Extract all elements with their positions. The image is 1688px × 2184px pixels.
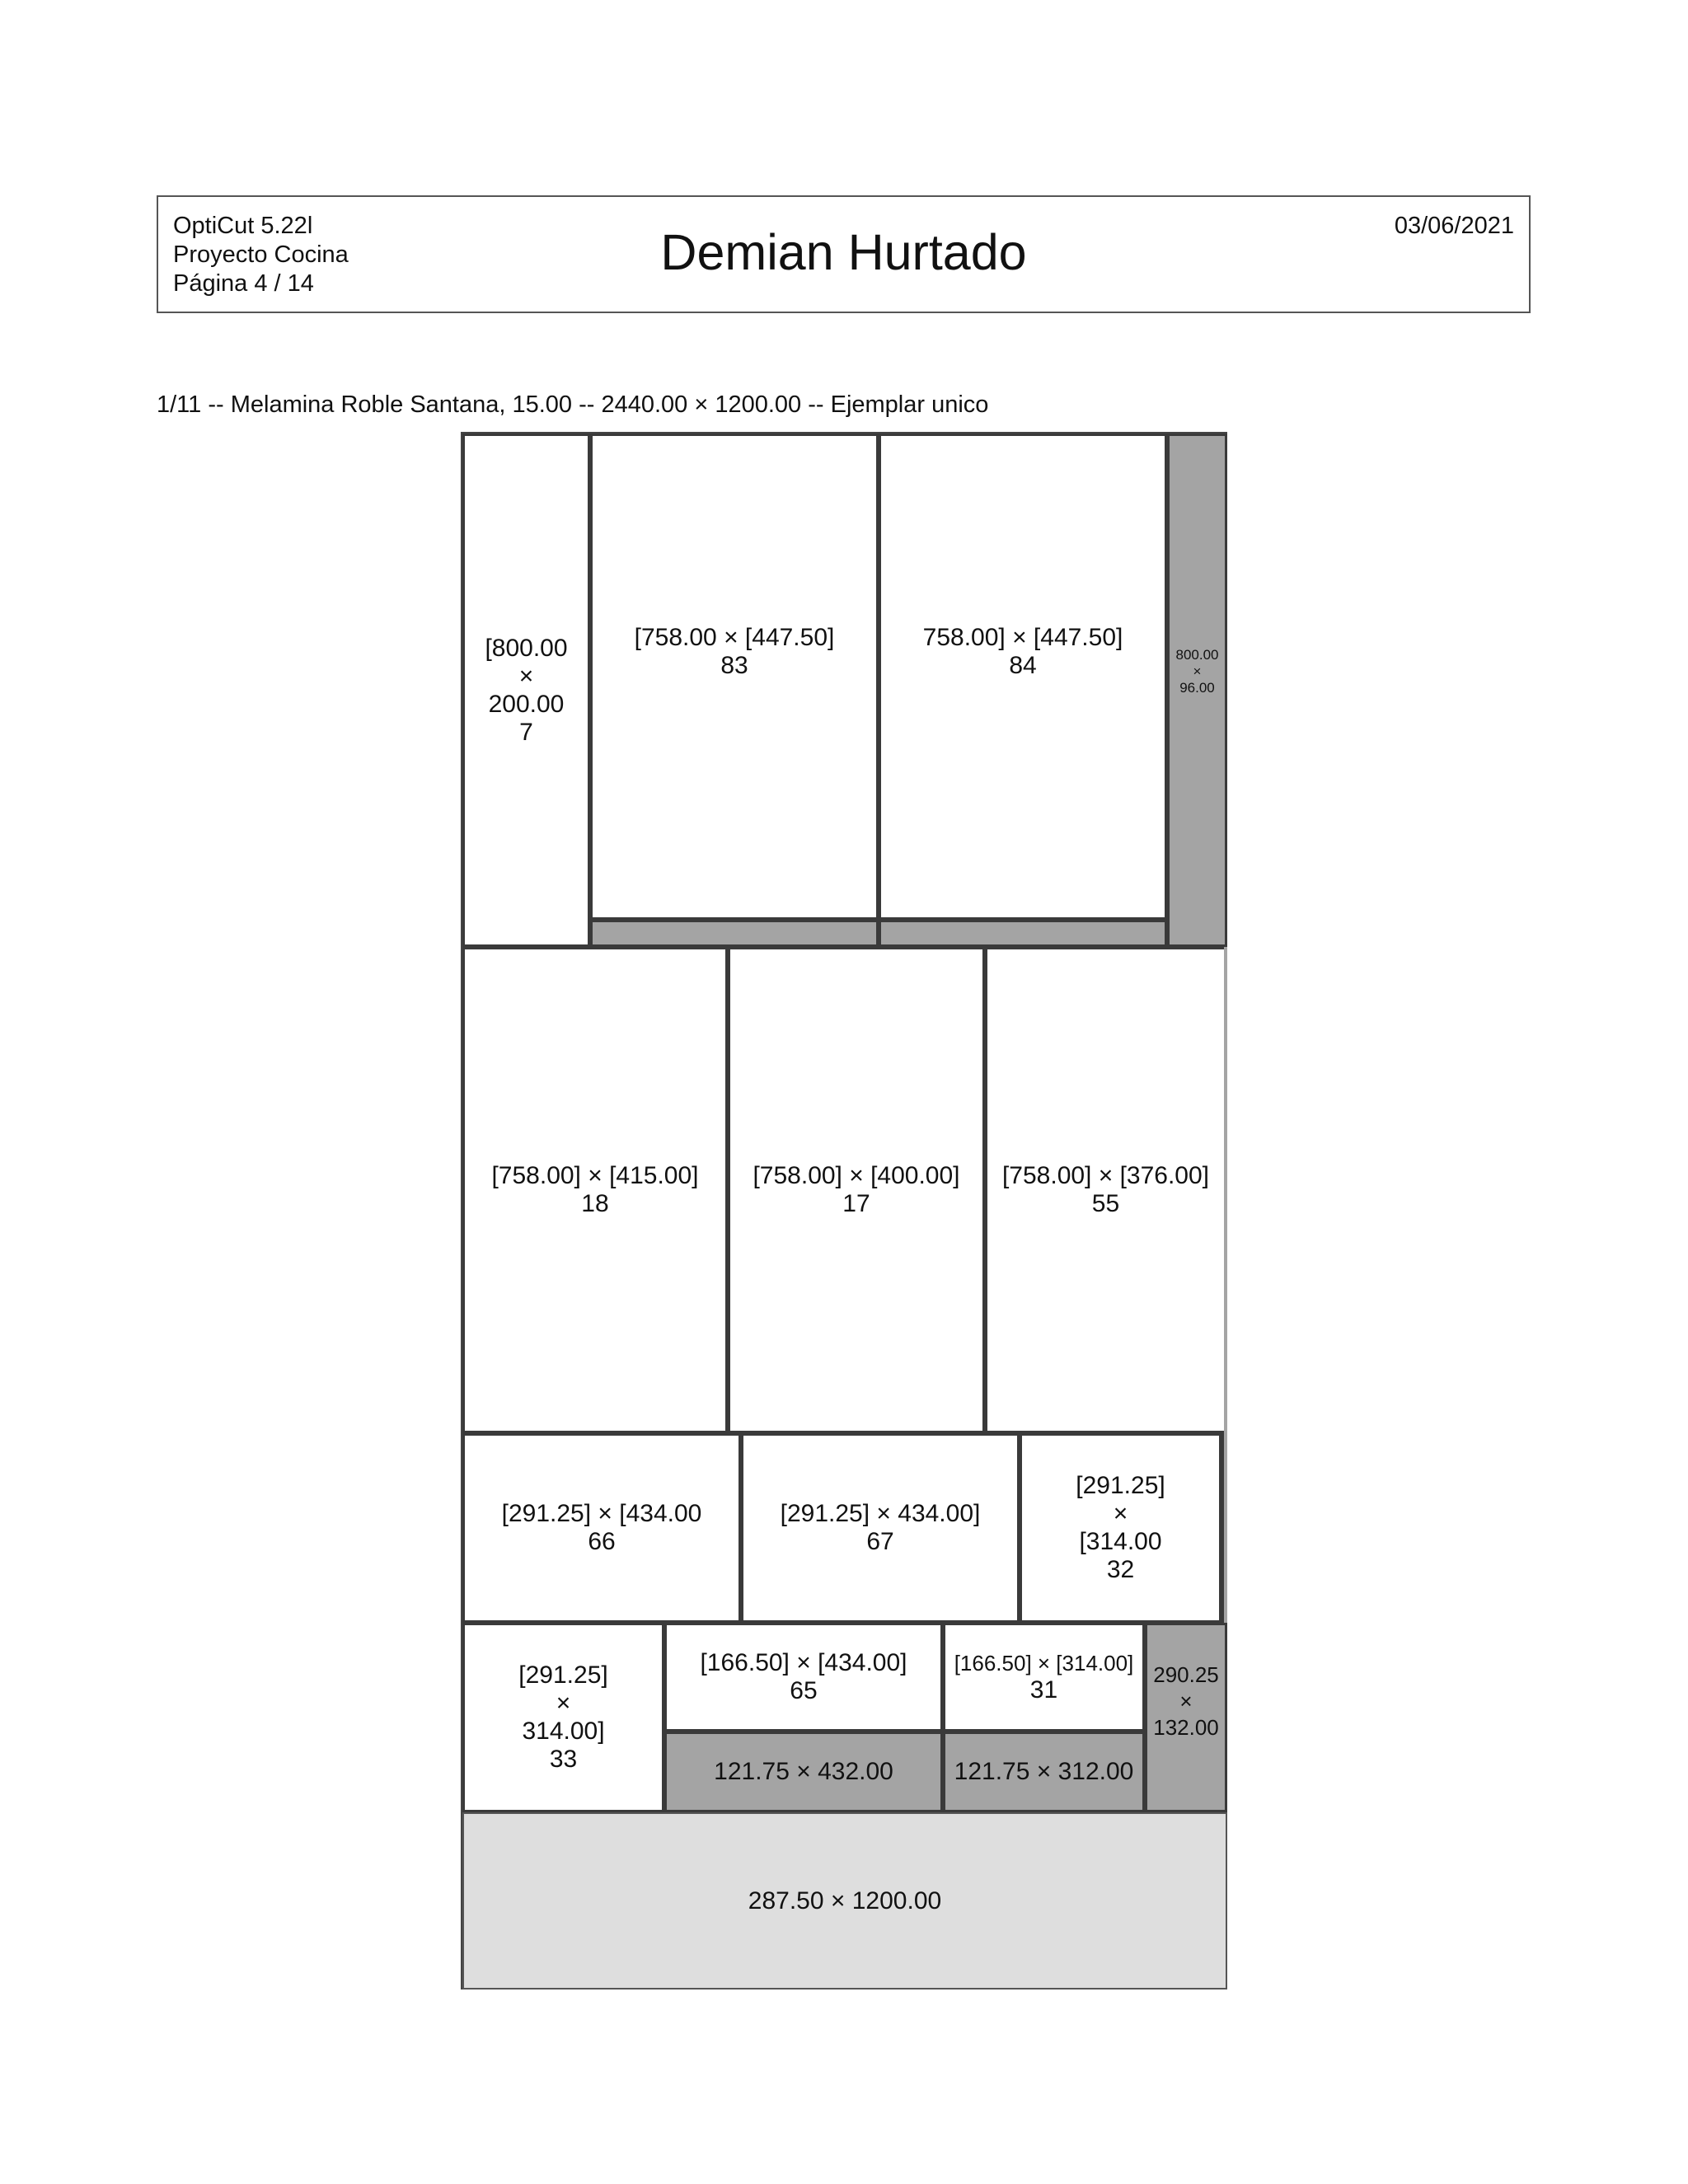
piece-33-times: × [556, 1690, 571, 1717]
piece-66-id: 66 [588, 1528, 616, 1555]
piece-17-dims: [758.00] × [400.00] [753, 1162, 960, 1189]
piece-17 [728, 947, 985, 1433]
page-header [157, 195, 1531, 313]
piece-32-dim-2: [314.00 [1079, 1528, 1162, 1555]
waste-121x312 [943, 1732, 1145, 1812]
waste-290x132 [1145, 1623, 1227, 1812]
piece-84-id: 84 [1009, 652, 1037, 679]
waste-121x432 [664, 1732, 943, 1812]
waste-290x132-times: × [1179, 1689, 1193, 1713]
piece-31 [943, 1623, 1145, 1732]
scrap-sliver-row2 [1224, 947, 1227, 1433]
waste-800x96 [1167, 434, 1227, 947]
piece-83-dims: [758.00 × [447.50] [634, 624, 835, 651]
piece-33-dim-1: [291.25] [518, 1661, 608, 1689]
piece-32-id: 32 [1106, 1556, 1135, 1583]
piece-67-id: 67 [866, 1528, 894, 1555]
piece-18-dims: [758.00] × [415.00] [491, 1162, 699, 1189]
scrap-sliver-row3 [1221, 1433, 1227, 1623]
page-number: Página 4 / 14 [173, 270, 314, 297]
piece-55 [985, 947, 1226, 1433]
offcut-dims: 287.50 × 1200.00 [748, 1886, 942, 1915]
piece-7-dim-1: [800.00 [485, 634, 568, 662]
piece-83 [590, 434, 879, 920]
piece-65 [664, 1623, 943, 1732]
app-version: OptiCut 5.22l [173, 213, 313, 239]
piece-84 [879, 434, 1167, 920]
piece-55-id: 55 [1091, 1190, 1120, 1217]
waste-290x132-dim-2: 132.00 [1153, 1715, 1219, 1740]
piece-33 [462, 1623, 664, 1812]
waste-121x432-dims: 121.75 × 432.00 [714, 1758, 893, 1785]
piece-33-id: 33 [549, 1746, 578, 1773]
scrap-strip-84 [879, 920, 1167, 947]
piece-84-dims: 758.00] × [447.50] [922, 624, 1123, 651]
piece-33-dim-2: 314.00] [522, 1718, 605, 1745]
piece-7-dim-2: 200.00 [488, 690, 565, 718]
waste-290x132-dim-1: 290.25 [1153, 1662, 1219, 1687]
piece-31-id: 31 [1029, 1676, 1058, 1704]
piece-67-dims: [291.25] × 434.00] [780, 1500, 981, 1527]
piece-7 [462, 434, 590, 947]
waste-121x312-dims: 121.75 × 312.00 [954, 1758, 1134, 1785]
piece-18-id: 18 [581, 1190, 609, 1217]
piece-55-dims: [758.00] × [376.00] [1001, 1162, 1210, 1189]
piece-66-dims: [291.25] × [434.00 [501, 1500, 702, 1527]
waste-800x96-dim-1: 800.00 [1175, 647, 1219, 663]
piece-67 [741, 1433, 1020, 1623]
piece-7-id: 7 [519, 718, 533, 746]
piece-65-id: 65 [790, 1677, 818, 1704]
piece-32 [1020, 1433, 1221, 1623]
waste-800x96-dim-2: 96.00 [1179, 680, 1215, 696]
piece-32-times: × [1113, 1500, 1128, 1527]
cutting-board [461, 432, 1227, 1990]
sheet-caption: 1/11 -- Melamina Roble Santana, 15.00 -- 2440.00 × 1200.00 -- Ejemplar unico [157, 391, 989, 418]
piece-83-id: 83 [720, 652, 748, 679]
piece-65-dims: [166.50] × [434.00] [700, 1649, 907, 1676]
header-title: Demian Hurtado [660, 224, 1027, 280]
piece-17-id: 17 [842, 1190, 870, 1217]
piece-32-dim-1: [291.25] [1076, 1472, 1165, 1499]
header-date: 03/06/2021 [1394, 213, 1514, 239]
piece-7-times: × [518, 662, 534, 690]
offcut-remnant [462, 1812, 1227, 1990]
scrap-strip-83 [590, 920, 879, 947]
piece-66 [462, 1433, 741, 1623]
project-name: Proyecto Cocina [173, 241, 349, 268]
waste-800x96-times: × [1193, 663, 1202, 679]
piece-31-dims: [166.50] × [314.00] [954, 1651, 1134, 1675]
piece-18 [462, 947, 728, 1433]
